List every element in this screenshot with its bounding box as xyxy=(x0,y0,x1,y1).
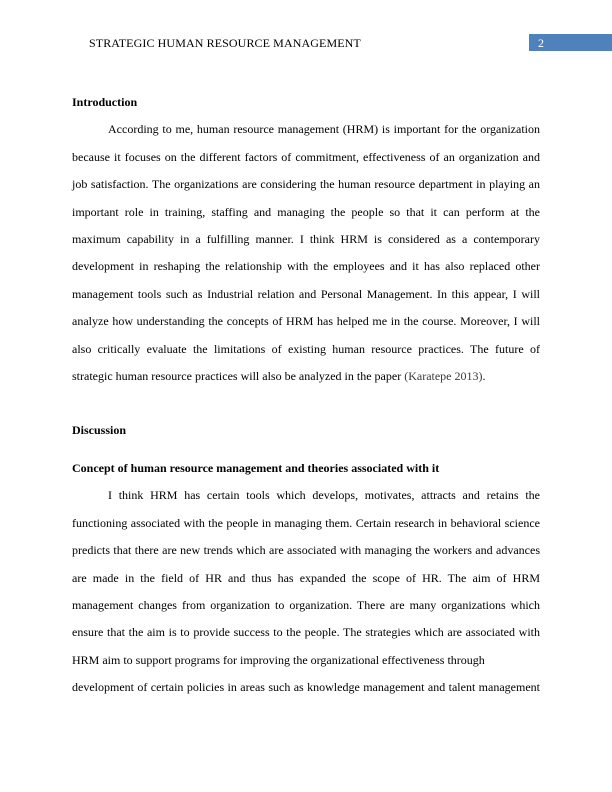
document-body xyxy=(72,89,540,702)
introduction-heading: Introduction xyxy=(72,95,138,109)
introduction-text: According to me, human resource management (HRM) is important for the organization because it focuses on the different factors of commitment, effectiveness of an organization and job satisfaction. The organizations are considering the human resource department in playing an important role in training, staffing and managing the people so that it can perform at the maximum capability in a fulfilling manner. I think HRM is considered as a contemporary development in reshaping the relationship with the employees and it has also replaced other management tools such as Industrial relation and Personal Management. In this appear, I will analyze how understanding the concepts of HRM has helped me in the course. Moreover, I will also critically evaluate the limitations of existing human resource practices. The future of strategic human resource practices will also be analyzed in the paper xyxy=(72,122,540,384)
introduction-end-punct: . xyxy=(482,369,486,384)
introduction-paragraph xyxy=(72,116,540,390)
concept-subheading: Concept of human resource management and theories associated with it xyxy=(72,460,440,475)
citation: (Karatepe 2013) xyxy=(404,369,483,384)
discussion-heading: Discussion xyxy=(72,423,127,438)
page-number-box xyxy=(529,34,612,51)
page-number: 2 xyxy=(538,36,544,50)
discussion-paragraph: I think HRM has certain tools which develops, motivates, attracts and retains the functioning associated with the people in managing them. Certain research in behavioral science predicts that there are new trends which are associated with managing the workers and advances are made in the field of HR and thus has expanded the scope of HR. The aim of HRM management changes from organization to organization. There are many organizations which ensure that the aim is to provide success to the people. The strategies which are associated with HRM aim to support programs for improving the organizational effectiveness through xyxy=(72,488,540,667)
discussion-last-line: development of certain policies in areas such as knowledge management and talent management xyxy=(72,680,540,695)
running-head: STRATEGIC HUMAN RESOURCE MANAGEMENT xyxy=(89,36,361,50)
